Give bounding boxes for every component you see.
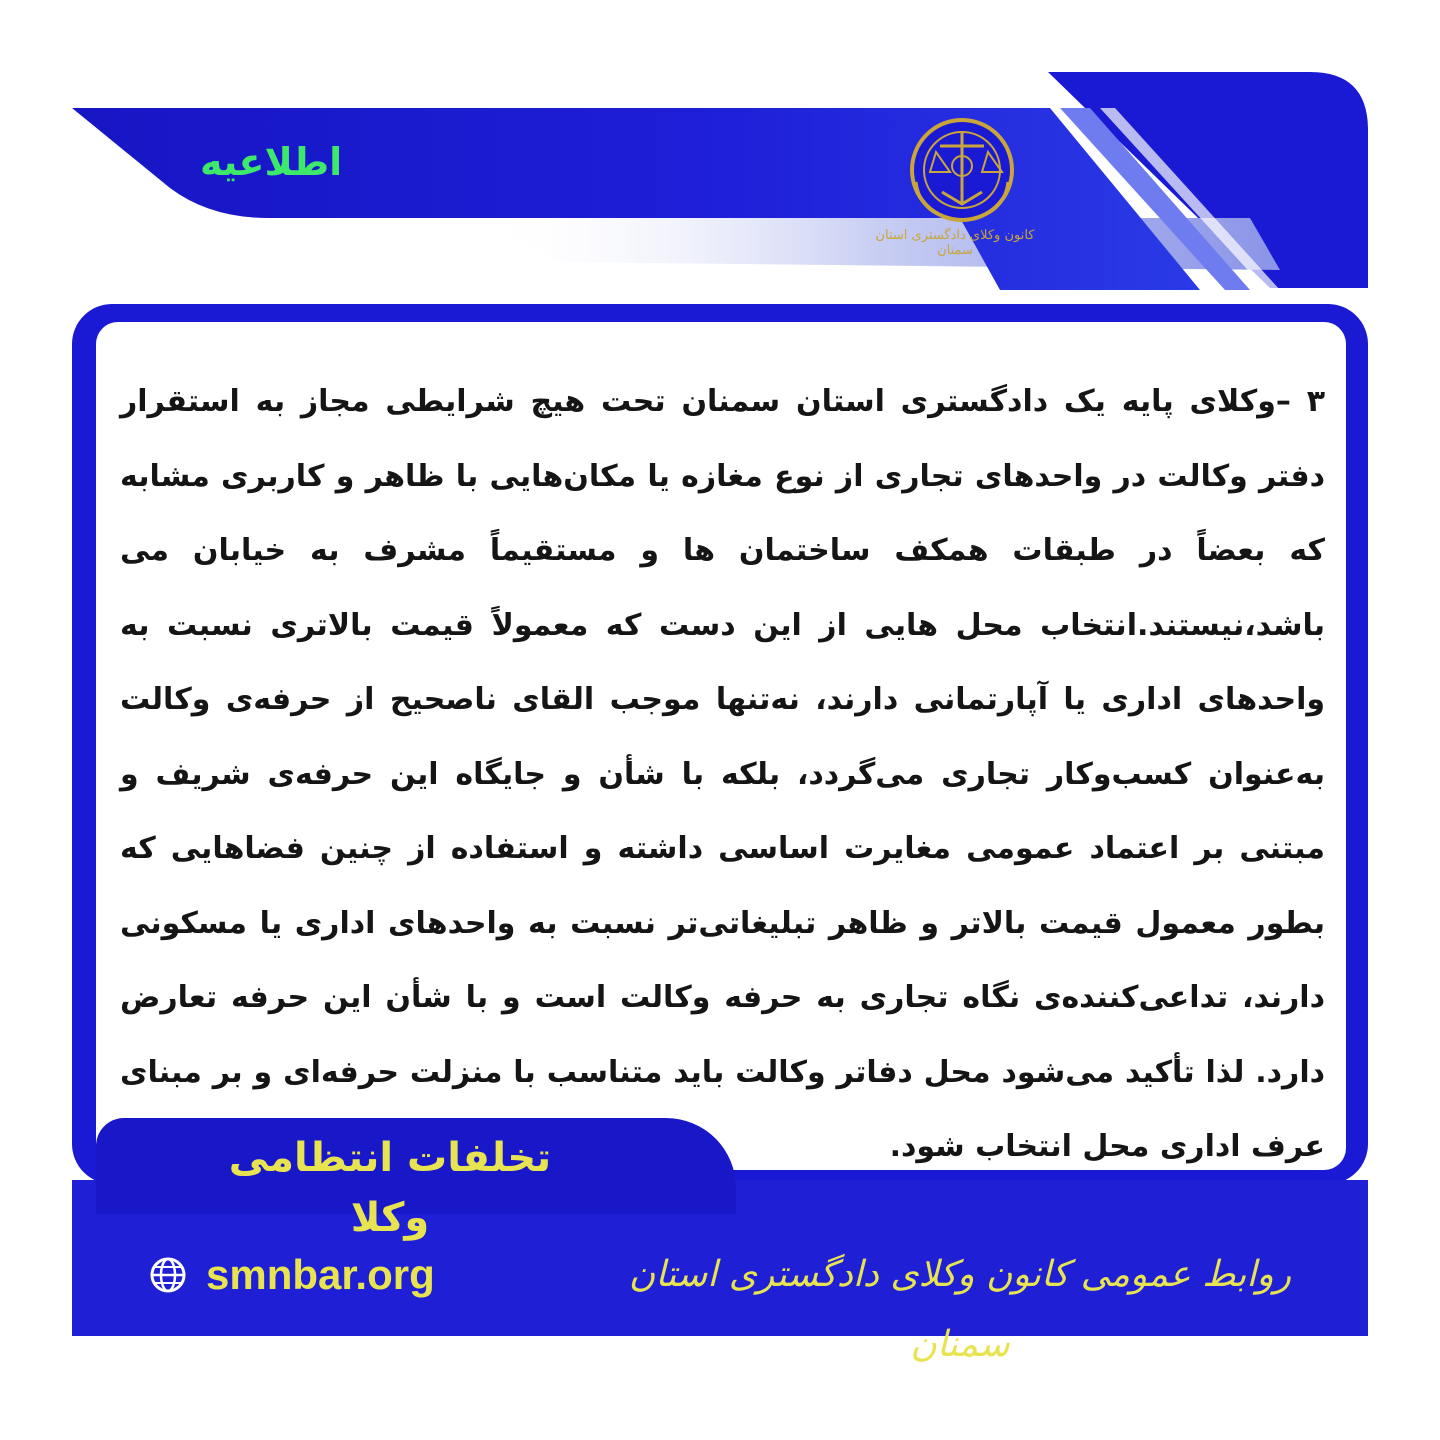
announcement-paragraph: ۳ –وکلای پایه یک دادگستری استان سمنان تحت هیچ شرایطی مجاز به استقرار دفتر وکالت در واحدهای تجاری از نوع مغازه یا مکان‌هایی با ظاهر و کاربری مشابه که بعضاً در طبقات همکف ساختمان ها و مستقیماً مشرف به خیابان می باشد،نیستند.انتخاب محل هایی از این دست که معمولاً قیمت بالاتری نسبت به واحدهای اداری یا آپارتمانی دارند، نه‌تنها موجب القای ناصحیح از حرفه‌ی وکالت به‌عنوان کسب‌وکار تجاری می‌گردد، بلکه با شأن و جایگاه این حرفه‌ی شریف و مبتنی بر اعتماد عمومی مغایرت اساسی داشته و استفاده از چنین فضاهایی که بطور معمول قیمت بالاتر و ظاهر تبلیغاتی‌تر نسبت به واحدهای اداری یا مسکونی دارند، تداعی‌کننده‌ی نگاه تجاری به حرفه وکالت است و با شأن این حرفه تعارض دارد. لذا تأکید می‌شود محل دفاتر وکالت باید متناسب با منزلت حرفه‌ای و بر مبنای عرف اداری محل انتخاب شود. [120, 384, 1325, 1164]
category-label: تخلفات انتظامی وکلا [228, 1135, 552, 1241]
organization-name: روابط عمومی کانون وکلای دادگستری استان سمنان [628, 1254, 1292, 1365]
logo-caption: کانون وکلای دادگستری استان سمنان [875, 228, 1035, 258]
website-link[interactable]: smnbar.org [206, 1251, 435, 1298]
globe-icon [148, 1255, 188, 1295]
notice-label: اطلاعیه [200, 140, 343, 184]
